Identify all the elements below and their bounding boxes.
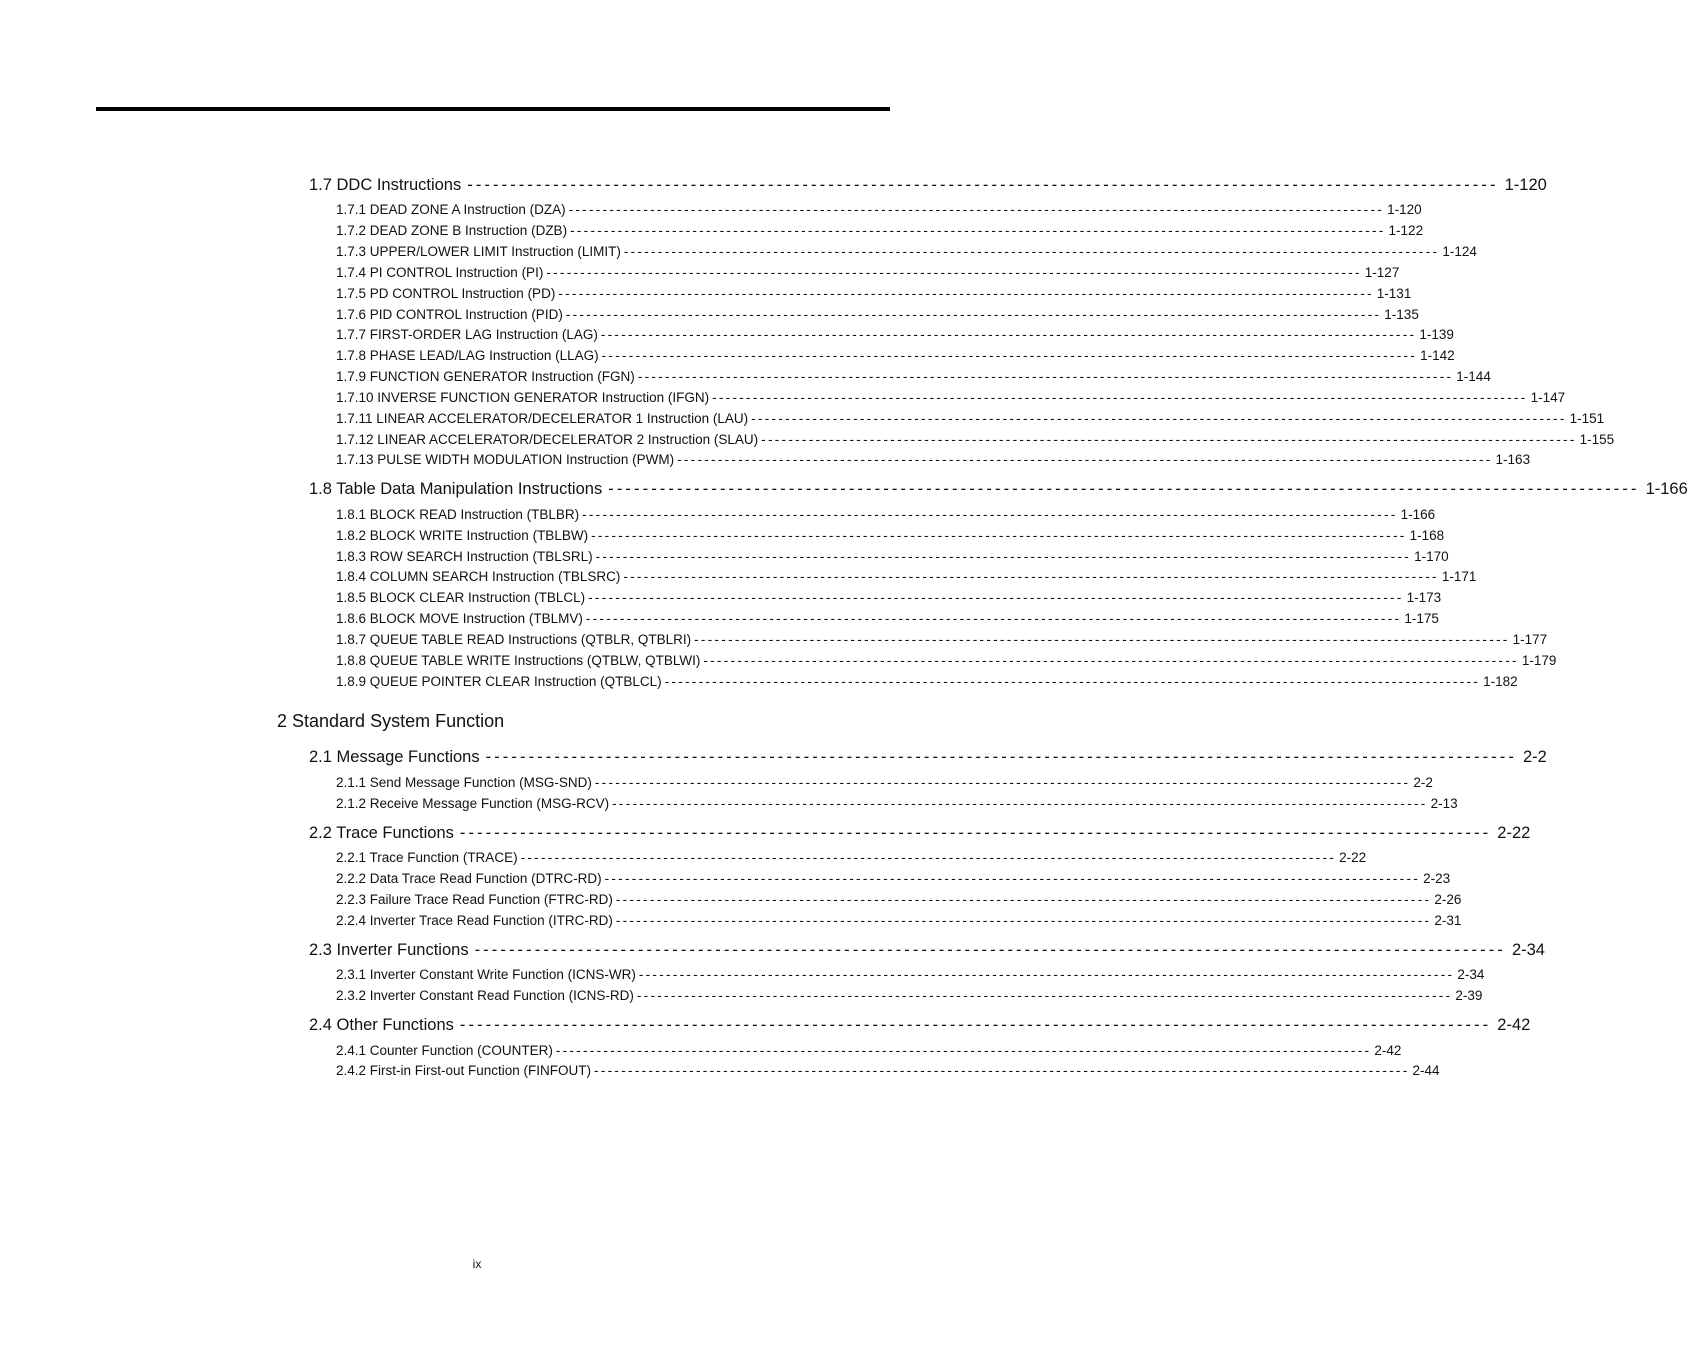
toc-entry-page: 2-34 [1511,940,1545,959]
dot-leader: ------------------------------------------------------------------------------------------------------------------------ [703,652,1519,668]
toc-entry-page: 2-26 [1434,891,1462,907]
toc-subsection [336,431,1615,447]
toc-entry-page: 1-163 [1495,451,1531,467]
toc-entry-page: 2-13 [1430,795,1458,811]
toc-subsection [336,527,1445,543]
toc-entry-title: 1.8.5 BLOCK CLEAR Instruction (TBLCL) [336,589,586,605]
toc-entry-title: 2.2.2 Data Trace Read Function (DTRC-RD) [336,870,602,886]
toc-subsection [336,506,1436,522]
dot-leader: ------------------------------------------------------------------------------------------------------------------------ [594,774,1411,790]
toc-entry-page: 1-182 [1483,673,1518,689]
toc-entry-title: 1.7.11 LINEAR ACCELERATOR/DECELERATOR 1 Instruction (LAU) [336,410,749,426]
toc-entry-title: 2.1.2 Receive Message Function (MSG-RCV) [336,795,610,811]
toc-entry-title: 2.4.2 First-in First-out Function (FINFOUT) [336,1062,592,1078]
toc-section [309,1015,1531,1035]
toc-subsection [336,610,1439,626]
toc-entry-page: 1-166 [1400,506,1436,522]
toc-entry-page: 2-2 [1413,774,1433,790]
dot-leader: ------------------------------------------------------------------------------------------------------------------------ [546,264,1362,280]
toc-entry-page: 2-42 [1497,1015,1531,1034]
toc-entry-page: 1-175 [1404,610,1439,626]
dot-leader: ------------------------------------------------------------------------------------------------------------------------ [570,222,1386,238]
toc-entry-page: 1-135 [1384,306,1419,322]
toc-entry-page: 2-34 [1457,966,1485,982]
toc-entry-title: 1.7 DDC Instructions [309,175,462,194]
dot-leader: ------------------------------------------------------------------------------------------------------------------------ [520,849,1337,865]
toc-subsection [336,631,1548,647]
toc-entry-title: 1.7.8 PHASE LEAD/LAG Instruction (LLAG) [336,347,599,363]
toc-subsection [336,347,1455,363]
toc-entry-title: 1.7.2 DEAD ZONE B Instruction (DZB) [336,222,568,238]
toc-subsection [336,589,1442,605]
dot-leader: ------------------------------------------------------------------------------------------------------------------------ [600,326,1417,342]
toc-subsection [336,673,1518,689]
dot-leader: ------------------------------------------------------------------------------------------------------------------------ [467,175,1499,194]
toc-entry-title: 1.8.4 COLUMN SEARCH Instruction (TBLSRC) [336,568,621,584]
toc-subsection [336,306,1419,322]
toc-entry-page: 1-166 [1645,479,1688,498]
toc-subsection [336,1062,1440,1078]
dot-leader: ------------------------------------------------------------------------------------------------------------------------ [636,987,1453,1003]
toc-entry-page: 1-179 [1521,652,1557,668]
toc-entry-title: 1.8.6 BLOCK MOVE Instruction (TBLMV) [336,610,583,626]
toc-entry-page: 1-147 [1530,389,1566,405]
toc-entry-title: 2.2.3 Failure Trace Read Function (FTRC-RD) [336,891,613,907]
toc-section [309,747,1547,767]
toc-subsection [336,222,1424,238]
dot-leader: ------------------------------------------------------------------------------------------------------------------------ [585,610,1402,626]
toc-subsection [336,326,1454,342]
dot-leader: ------------------------------------------------------------------------------------------------------------------------ [558,285,1374,301]
toc-entry-page: 1-120 [1504,175,1547,194]
dot-leader: ------------------------------------------------------------------------------------------------------------------------ [601,347,1418,363]
dot-leader: ------------------------------------------------------------------------------------------------------------------------ [677,451,1493,467]
toc-subsection [336,285,1412,301]
toc-entry-page: 2-2 [1522,747,1547,766]
toc-subsection [336,795,1458,811]
toc-entry-title: 1.7.9 FUNCTION GENERATOR Instruction (FGN) [336,368,635,384]
toc-subsection [336,849,1367,865]
toc-entry-title: 1.7.3 UPPER/LOWER LIMIT Instruction (LIMIT) [336,243,621,259]
toc-subsection [336,410,1605,426]
dot-leader: ------------------------------------------------------------------------------------------------------------------------ [694,631,1510,647]
page-number: ix [472,1257,482,1271]
dot-leader: ------------------------------------------------------------------------------------------------------------------------ [459,1015,1492,1034]
toc-entry-title: 1.8.1 BLOCK READ Instruction (TBLBR) [336,506,580,522]
toc-entry-page: 1-127 [1364,264,1400,280]
toc-subsection [336,389,1566,405]
toc-entry-page: 1-171 [1441,568,1477,584]
toc-entry-title: 1.7.5 PD CONTROL Instruction (PD) [336,285,556,301]
toc-entry-title: 1.7.4 PI CONTROL Instruction (PI) [336,264,544,280]
toc-subsection [336,966,1485,982]
dot-leader: ------------------------------------------------------------------------------------------------------------------------ [637,368,1454,384]
toc-entry-page: 1-142 [1420,347,1455,363]
toc-entry-page: 2-23 [1423,870,1451,886]
toc-entry-title: 1.8.8 QUEUE TABLE WRITE Instructions (QTBLW, QTBLWI) [336,652,701,668]
dot-leader: ------------------------------------------------------------------------------------------------------------------------ [615,891,1432,907]
toc-entry-title: 1.8.3 ROW SEARCH Instruction (TBLSRL) [336,548,593,564]
toc-entry-title: 2.2.1 Trace Function (TRACE) [336,849,518,865]
dot-leader: ------------------------------------------------------------------------------------------------------------------------ [638,966,1455,982]
toc-entry-page: 1-124 [1442,243,1477,259]
toc-entry-page: 1-168 [1409,527,1445,543]
toc-entry-title: 1.8.2 BLOCK WRITE Instruction (TBLBW) [336,527,589,543]
dot-leader: ------------------------------------------------------------------------------------------------------------------------ [761,431,1577,447]
toc-subsection [336,201,1422,217]
toc-section [309,479,1688,499]
toc-entry-title: 2.3.2 Inverter Constant Read Function (ICNS-RD) [336,987,634,1003]
toc-subsection [336,987,1483,1003]
toc-section [309,175,1547,195]
toc-entry-title: 1.7.7 FIRST-ORDER LAG Instruction (LAG) [336,326,598,342]
toc-section [309,823,1531,843]
toc-subsection [336,451,1531,467]
toc-entry-page: 1-170 [1414,548,1449,564]
toc-entry-title: 1.7.1 DEAD ZONE A Instruction (DZA) [336,201,566,217]
toc-entry-title: 1.7.10 INVERSE FUNCTION GENERATOR Instruction (IFGN) [336,389,710,405]
toc-chapter [277,711,504,732]
toc-entry-title: 1.8.7 QUEUE TABLE READ Instructions (QTBLR, QTBLRI) [336,631,692,647]
dot-leader: ------------------------------------------------------------------------------------------------------------------------ [565,306,1382,322]
dot-leader: ------------------------------------------------------------------------------------------------------------------------ [485,747,1517,766]
toc-entry-page: 2-42 [1374,1042,1402,1058]
toc-entry-page: 2-31 [1434,912,1462,928]
toc-entry-page: 1-151 [1569,410,1605,426]
toc-entry-title: 2.1 Message Functions [309,747,480,766]
toc-subsection [336,870,1451,886]
toc-entry-title: 1.7.12 LINEAR ACCELERATOR/DECELERATOR 2 Instruction (SLAU) [336,431,759,447]
toc-subsection [336,891,1462,907]
dot-leader: ------------------------------------------------------------------------------------------------------------------------ [623,568,1439,584]
toc-entry-page: 2-22 [1339,849,1367,865]
toc-subsection [336,264,1400,280]
toc-entry-title: 1.7.6 PID CONTROL Instruction (PID) [336,306,563,322]
dot-leader: ------------------------------------------------------------------------------------------------------------------------ [664,673,1481,689]
toc-subsection [336,652,1557,668]
toc-subsection [336,912,1462,928]
dot-leader: ------------------------------------------------------------------------------------------------------------------------ [615,912,1432,928]
toc-subsection [336,548,1449,564]
toc-entry-title: 2.3 Inverter Functions [309,940,469,959]
toc-entry-title: 1.7.13 PULSE WIDTH MODULATION Instruction (PWM) [336,451,675,467]
toc-entry-page: 1-144 [1456,368,1491,384]
toc-entry-title: 2.1.1 Send Message Function (MSG-SND) [336,774,592,790]
toc-entry-page: 2-22 [1497,823,1531,842]
dot-leader: ------------------------------------------------------------------------------------------------------------------------ [608,479,1640,498]
toc-entry-title: 2 Standard System Function [277,711,505,732]
dot-leader: ------------------------------------------------------------------------------------------------------------------------ [474,940,1506,959]
dot-leader: ------------------------------------------------------------------------------------------------------------------------ [588,589,1404,605]
dot-leader: ------------------------------------------------------------------------------------------------------------------------ [712,389,1528,405]
dot-leader: ------------------------------------------------------------------------------------------------------------------------ [623,243,1440,259]
toc-entry-page: 1-131 [1376,285,1412,301]
toc-subsection [336,568,1477,584]
dot-leader: ------------------------------------------------------------------------------------------------------------------------ [568,201,1385,217]
dot-leader: ------------------------------------------------------------------------------------------------------------------------ [582,506,1398,522]
dot-leader: ------------------------------------------------------------------------------------------------------------------------ [459,823,1492,842]
toc-entry-title: 2.2.4 Inverter Trace Read Function (ITRC-RD) [336,912,613,928]
toc-subsection [336,1042,1402,1058]
toc-entry-page: 1-173 [1406,589,1442,605]
toc-subsection [336,368,1491,384]
dot-leader: ------------------------------------------------------------------------------------------------------------------------ [555,1042,1372,1058]
toc-subsection [336,774,1433,790]
dot-leader: ------------------------------------------------------------------------------------------------------------------------ [591,527,1407,543]
dot-leader: ------------------------------------------------------------------------------------------------------------------------ [604,870,1421,886]
toc-entry-page: 2-44 [1412,1062,1440,1078]
dot-leader: ------------------------------------------------------------------------------------------------------------------------ [594,1062,1410,1078]
toc-entry-title: 2.2 Trace Functions [309,823,454,842]
toc-section [309,940,1545,960]
toc-entry-title: 1.8 Table Data Manipulation Instructions [309,479,603,498]
toc-entry-title: 2.4.1 Counter Function (COUNTER) [336,1042,553,1058]
toc-entry-page: 1-155 [1579,431,1615,447]
toc-entry-page: 1-139 [1419,326,1454,342]
toc-entry-title: 2.3.1 Inverter Constant Write Function (ICNS-WR) [336,966,636,982]
dot-leader: ------------------------------------------------------------------------------------------------------------------------ [612,795,1428,811]
toc-subsection [336,243,1477,259]
dot-leader: ------------------------------------------------------------------------------------------------------------------------ [595,548,1412,564]
toc-entry-page: 1-122 [1388,222,1424,238]
toc-entry-page: 1-177 [1512,631,1548,647]
toc-entry-title: 2.4 Other Functions [309,1015,454,1034]
toc-entry-page: 1-120 [1387,201,1422,217]
toc-entry-page: 2-39 [1455,987,1483,1003]
toc-entry-title: 1.8.9 QUEUE POINTER CLEAR Instruction (QTBLCL) [336,673,662,689]
dot-leader: ------------------------------------------------------------------------------------------------------------------------ [751,410,1567,426]
